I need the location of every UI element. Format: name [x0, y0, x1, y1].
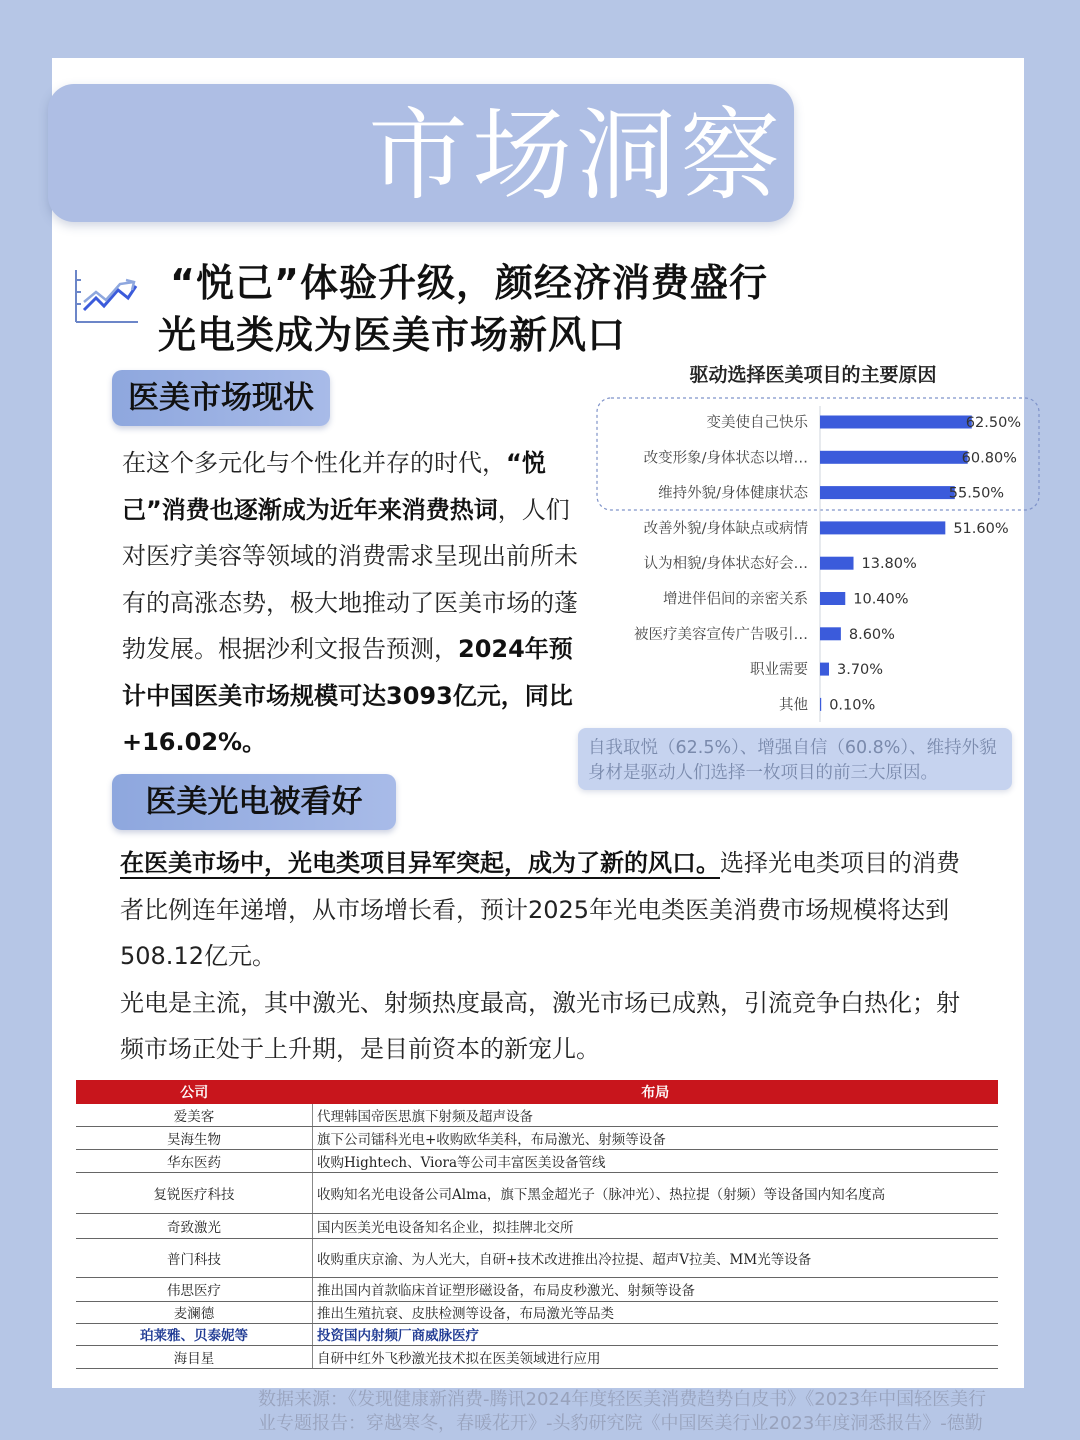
table-row — [76, 1301, 998, 1323]
table-cell-layout: 国内医美光电设备知名企业，拟挂牌北交所 — [313, 1213, 999, 1238]
table-row — [76, 1213, 998, 1238]
table-cell-company: 爱美客 — [76, 1104, 313, 1126]
table-cell-layout: 收购Hightech、Viora等公司丰富医美设备管线 — [313, 1149, 999, 1172]
table-cell-company: 昊海生物 — [76, 1126, 313, 1149]
chart-value-label: 10.40% — [853, 591, 909, 608]
chart-category-label: 职业需要 — [750, 662, 808, 679]
text-bold-segment: 2024年预计中国医美市场规模可达3093亿元，同比+16.02%。 — [122, 635, 573, 756]
chart-bar — [820, 416, 972, 429]
table-row — [76, 1345, 998, 1368]
table-cell-layout: 收购知名光电设备公司Alma，旗下黑金超光子（脉冲光）、热拉提（射频）等设备国内知名度高 — [313, 1172, 999, 1213]
chart-bar — [820, 663, 829, 676]
table-cell-company: 珀莱雅、贝泰妮等 — [76, 1323, 313, 1345]
table-row — [76, 1104, 998, 1126]
chart-category-label: 其他 — [779, 697, 808, 714]
chart-value-label: 60.80% — [961, 450, 1017, 467]
table-cell-layout: 推出国内首款临床首证塑形磁设备，布局皮秒激光、射频等设备 — [313, 1277, 999, 1301]
market-status-paragraph — [122, 440, 588, 766]
source-line-1: 数据来源：《发现健康新消费-腾讯2024年度轻医美消费趋势白皮书》《2023年中国轻医美行 — [258, 1389, 987, 1410]
chart-category-label: 改善外貌/身体缺点或病情 — [643, 520, 808, 537]
underlined-text: 在医美市场中，光电类项目异军突起，成为了新的风口。 — [120, 849, 720, 877]
chart-value-label: 0.10% — [829, 697, 876, 714]
table-cell-layout: 投资国内射频厂商威脉医疗 — [313, 1323, 999, 1345]
chart-bar — [820, 486, 955, 499]
chart-value-label: 62.50% — [965, 415, 1022, 431]
chart-category-label: 被医疗美容宣传广告吸引… — [634, 626, 808, 643]
section-heading-photoelectric: 医美光电被看好 — [112, 774, 396, 830]
chart-value-label: 8.60% — [848, 626, 895, 643]
table-header-layout: 布局 — [313, 1080, 999, 1104]
section-heading-market-status: 医美市场现状 — [112, 370, 330, 426]
chart-bar — [820, 698, 821, 711]
chart-category-label: 维持外貌/身体健康状态 — [658, 485, 808, 502]
table-cell-layout: 收购重庆京渝、为人光大，自研+技术改进推出冷拉提、超声V拉美、MM光等设备 — [313, 1238, 999, 1277]
hero-title: 市场洞察 — [368, 97, 784, 214]
text-segment: 在这个多元化与个性化并存的时代， — [122, 449, 506, 477]
table-cell-company: 海目星 — [76, 1345, 313, 1368]
table-cell-company: 普门科技 — [76, 1238, 313, 1277]
text-segment: 光电是主流，其中激光、射频热度最高，激光市场已成熟，引流竞争白热化；射频市场正处于上升期，是目前资本的新宠儿。 — [120, 988, 960, 1063]
table-header-company: 公司 — [76, 1080, 313, 1104]
photoelectric-paragraph — [120, 840, 970, 1073]
company-table — [76, 1080, 998, 1369]
table-cell-company: 奇致激光 — [76, 1213, 313, 1238]
table-cell-company: 麦澜德 — [76, 1301, 313, 1323]
data-source-note — [258, 1388, 1028, 1436]
chart-bar — [820, 521, 945, 534]
table-row — [76, 1323, 998, 1345]
table-row — [76, 1172, 998, 1213]
chart-title: 驱动选择医美项目的主要原因 — [689, 364, 937, 386]
trend-chart-icon — [74, 268, 140, 326]
chart-value-label: 13.80% — [861, 556, 917, 573]
chart-bar — [820, 451, 968, 464]
table-cell-layout: 旗下公司镭科光电+收购欧华美科，布局激光、射频等设备 — [313, 1126, 999, 1149]
chart-bar — [820, 592, 845, 605]
chart-category-label: 认为相貌/身体状态好会… — [643, 556, 808, 573]
headline-line-2: 光电类成为医美市场新风口 — [158, 313, 627, 357]
table-cell-company: 华东医药 — [76, 1149, 313, 1172]
headline-line-1: “悦己”体验升级，颜经济消费盛行 — [170, 261, 768, 305]
chart-bar — [820, 627, 841, 640]
chart-bar — [820, 557, 854, 570]
table-row — [76, 1149, 998, 1172]
chart-category-label: 改变形象/身体状态以增… — [643, 450, 808, 467]
chart-category-label: 变美使自己快乐 — [706, 415, 808, 431]
source-line-2: 业专题报告：穿越寒冬，春暖花开》-头豹研究院《中国医美行业2023年度洞悉报告》-德勤 — [258, 1413, 983, 1434]
text-segment: 选择光电类项目的消费者比例连年递增，从市场增长看，预计2025年光电类医美消费市场规模将达到508.12亿元。 — [120, 849, 960, 970]
text-bold-segment: “悦己”消费也逐渐成为近年来消费热词 — [122, 449, 546, 524]
chart-value-label: 55.50% — [948, 485, 1005, 502]
chart-value-label: 3.70% — [836, 662, 884, 679]
table-cell-layout: 代理韩国帝医思旗下射频及超声设备 — [313, 1104, 999, 1126]
text-segment: ，人们对医疗美容等领域的消费需求呈现出前所未有的高涨态势，极大地推动了医美市场的蓬勃发展。根据沙利文报告预测， — [122, 495, 578, 663]
table-row — [76, 1238, 998, 1277]
table-cell-company: 复锐医疗科技 — [76, 1172, 313, 1213]
chart-note: 自我取悦（62.5%）、增强自信（60.8%）、维持外貌身材是驱动人们选择一枚项目的前三大原因。 — [578, 728, 1012, 790]
table-cell-layout: 自研中红外飞秒激光技术拟在医美领域进行应用 — [313, 1345, 999, 1368]
table-cell-company: 伟思医疗 — [76, 1277, 313, 1301]
table-row — [76, 1126, 998, 1149]
chart-category-label: 增进伴侣间的亲密关系 — [663, 591, 808, 608]
chart-value-label: 51.60% — [953, 520, 1009, 537]
reasons-bar-chart — [596, 396, 1040, 726]
table-cell-layout: 推出生殖抗衰、皮肤检测等设备，布局激光等品类 — [313, 1301, 999, 1323]
table-row — [76, 1277, 998, 1301]
